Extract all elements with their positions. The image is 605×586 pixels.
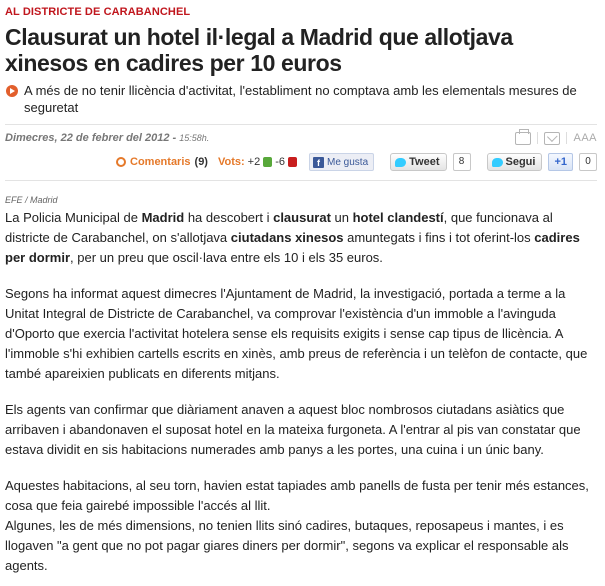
facebook-like-button[interactable]: [309, 153, 374, 171]
subtitle: A més de no tenir llicència d'activitat, l'establiment no comptava amb les elementals mesures de seguretat: [24, 83, 577, 115]
section-label[interactable]: AL DISTRICTE DE CARABANCHEL: [5, 6, 191, 18]
bold-run: clausurat: [273, 210, 331, 225]
text-run: , que funcionava al districte de Carabanchel, on s'allotjava: [5, 210, 553, 245]
votes-down-count: -6: [275, 156, 285, 168]
comments-label: Comentaris: [130, 156, 191, 168]
subtitle-row: [5, 82, 597, 116]
article-body: [5, 208, 597, 576]
votes-up-count: +2: [247, 156, 261, 168]
tool-separator: [537, 132, 538, 144]
tool-separator: [566, 132, 567, 144]
publish-date: [5, 132, 209, 144]
bold-run: Madrid: [141, 210, 185, 225]
facebook-like-label: Me gusta: [327, 156, 369, 168]
text-run: La Policia Municipal de: [5, 210, 142, 225]
comments-link[interactable]: [116, 156, 208, 168]
headline: Clausurat un hotel il·legal a Madrid que allotjava xinesos en cadires per 10 euros: [5, 24, 513, 76]
text-run: un: [330, 210, 353, 225]
bold-run: hotel clandestí: [352, 210, 444, 225]
comment-icon: [116, 157, 126, 167]
bold-run: ciutadans xinesos: [230, 230, 344, 245]
agency-byline: EFE / Madrid: [5, 195, 58, 205]
gplus-count: 0: [579, 153, 597, 171]
date-text: Dimecres, 22 de febrer del 2012 -: [5, 132, 177, 144]
twitter-bird-icon: [492, 158, 503, 167]
thumb-down-icon[interactable]: [288, 157, 297, 167]
paragraph-4: Aquestes habitacions, al seu torn, havien estat tapiades amb panells de fusta per tenir més estances, cosa que feia gairebé impossible l'accés al llit.: [5, 478, 589, 513]
paragraph-2: Segons ha informat aquest dimecres l'Ajuntament de Madrid, la investigació, portada a terme a la Unitat Integral de Districte de Carabanchel, va comprovar l'existència d'un immoble a l'avinguda d'Oporto que exercia l'activitat hotelera sense els requisits exigits i sense cap tipus de llicència. A l'immoble s'hi exhibien cartells escrits en xinès, amb preus de referència i un telèfon de contacte, que també apareixien publicats en diferents mitjans.: [5, 286, 588, 381]
votes-label: Vots:: [217, 156, 245, 168]
thumb-up-icon[interactable]: [263, 157, 272, 167]
facebook-icon: f: [313, 157, 324, 168]
twitter-bird-icon: [395, 158, 406, 167]
time-text: 15:58h.: [179, 133, 210, 143]
paragraph-3: Els agents van confirmar que diàriament anaven a aquest bloc nombrosos ciutadans asiàtics que arribaven i abandonaven el suposat hotel en la mateixa furgoneta. A l'entrar al pis van constatar que estava dividit en sis habitacions numerades amb panys a les portes, una cuina i un únic bany.: [5, 402, 581, 457]
follow-label: Segui: [505, 156, 536, 168]
tweet-label: Tweet: [409, 156, 440, 168]
meta-row: [5, 124, 597, 146]
tweet-count: 8: [453, 153, 471, 171]
google-plus-one-button[interactable]: +1: [548, 153, 573, 171]
comments-count: (9): [194, 156, 208, 168]
text-run: ha descobert i: [184, 210, 274, 225]
votes: [218, 156, 297, 168]
bold-run: cadires per dormir: [5, 230, 580, 265]
mail-icon[interactable]: [544, 132, 560, 145]
text-run: amuntegats i fins i tot oferint-los: [343, 230, 535, 245]
twitter-follow-button[interactable]: [487, 153, 543, 171]
article-tools: [515, 132, 597, 145]
text-run: , per un preu que oscil·lava entre els 10 i els 35 euros.: [70, 250, 383, 265]
paragraph-5: Algunes, les de més dimensions, no tenien llits sinó cadires, butaques, reposapeus i mantes, i es llogaven "a gent que no pot pagar giares diners per dormir", segons va explicar el responsable als agents.: [5, 518, 569, 573]
tweet-button[interactable]: [390, 153, 446, 171]
font-size-control[interactable]: AAA: [573, 132, 597, 144]
play-bullet-icon: [6, 85, 18, 97]
social-row: [5, 151, 597, 173]
paragraph-1: [5, 208, 597, 268]
divider: [5, 180, 597, 181]
print-icon[interactable]: [515, 132, 531, 145]
